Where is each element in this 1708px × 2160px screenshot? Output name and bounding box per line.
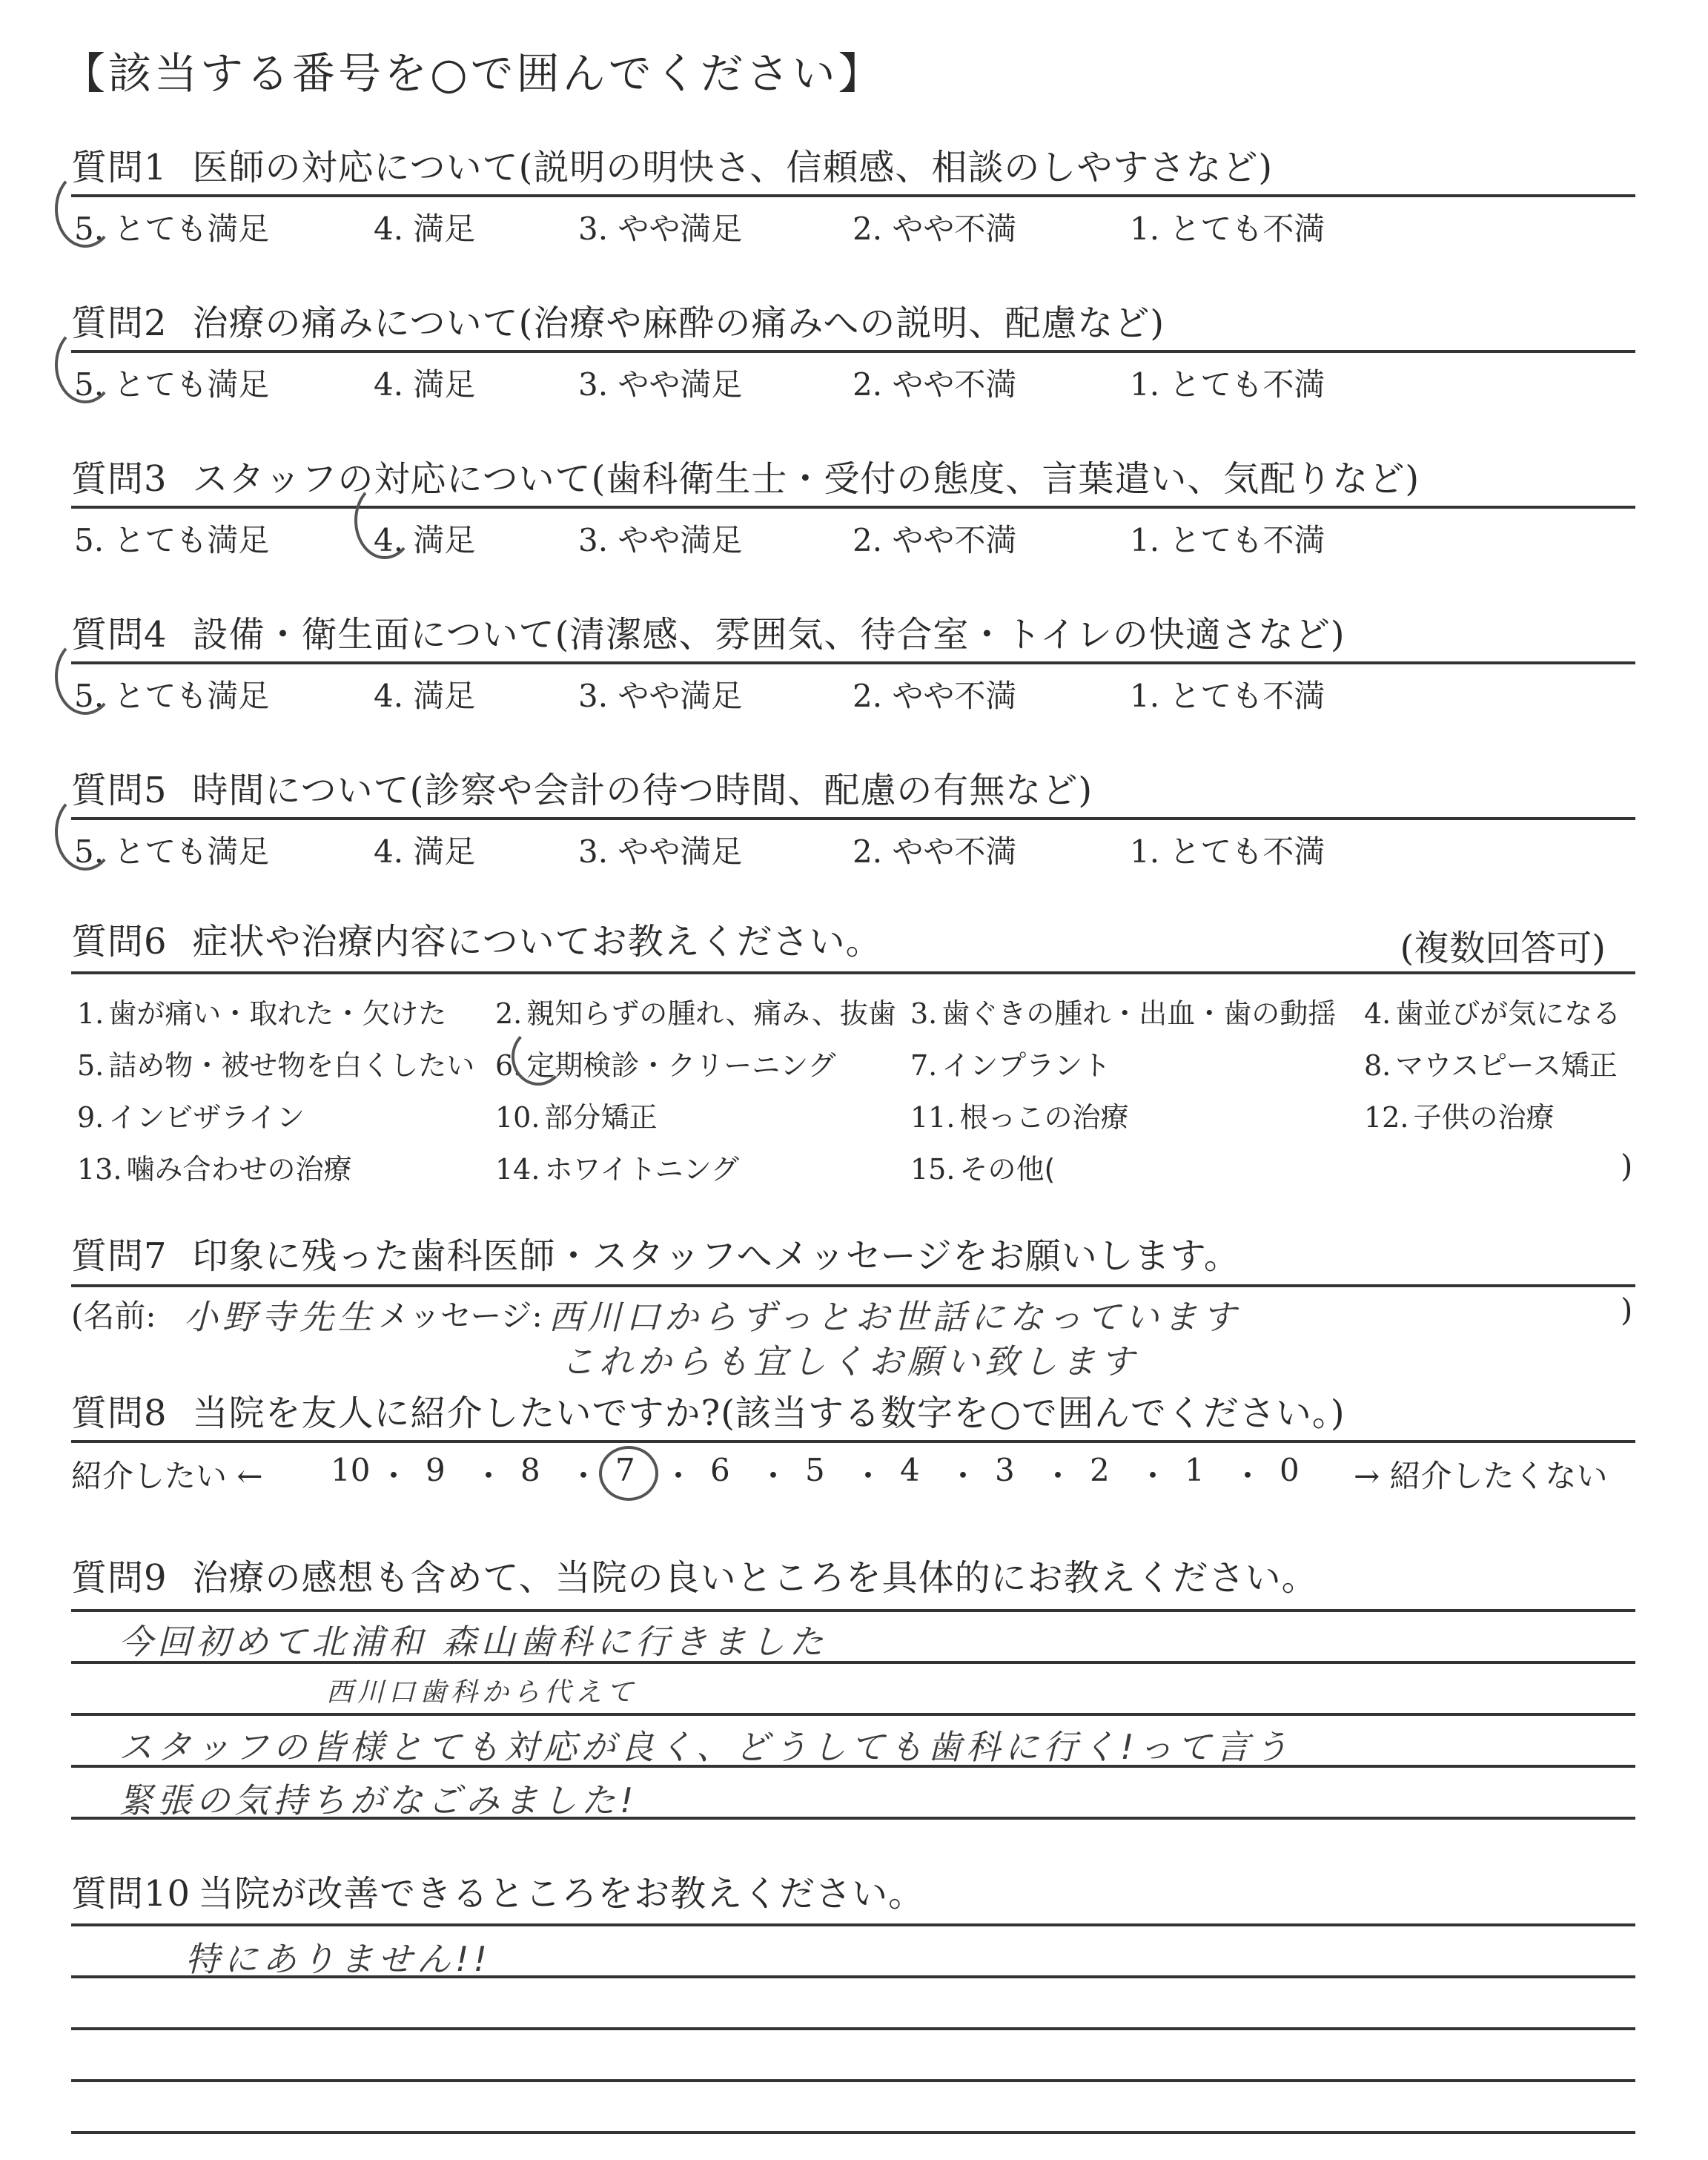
scale-value[interactable]: 5 [805, 1452, 825, 1488]
question-text: 当院が改善できるところをお教えください。 [198, 1873, 925, 1915]
question-9 [71, 1556, 1635, 1600]
rule-line [71, 1284, 1635, 1287]
option-label: 歯ぐきの腫れ・出血・歯の動揺 [941, 997, 1337, 1030]
option-number: 12. [1364, 1101, 1409, 1134]
option-label: 部分矯正 [544, 1101, 658, 1134]
scale-separator: ・ [1232, 1458, 1264, 1494]
rating-option[interactable]: 2. やや不満 [853, 211, 1017, 247]
rating-option[interactable]: 3. やや満足 [578, 366, 743, 403]
multiple-answer-note: (複数回答可) [1400, 928, 1606, 969]
message-line-2: これからも宜しくお願い致します [560, 1341, 1139, 1381]
question-text: 医師の対応について(説明の明快さ、信頼感、相談のしやすさなど) [192, 147, 1274, 188]
hand-circle-mark [599, 1446, 658, 1501]
question-number: 質問6 [71, 921, 168, 962]
answer-line-1: 今回初めて北浦和 森山歯科に行きました [119, 1622, 828, 1662]
option-label: 歯並びが気になる [1395, 997, 1621, 1030]
scale-value[interactable]: 7 [615, 1452, 635, 1488]
scale-right-label: → 紹介したくない [1354, 1458, 1608, 1494]
option-label: 子供の治療 [1413, 1101, 1555, 1134]
symptom-option[interactable] [495, 1146, 739, 1187]
scale-separator: ・ [378, 1458, 410, 1494]
symptom-option[interactable] [495, 991, 896, 1031]
scale-value[interactable]: 0 [1280, 1452, 1300, 1488]
hand-circle-mark [55, 171, 116, 248]
rating-option[interactable]: 5. とても満足 [74, 522, 270, 558]
option-label: 歯が痛い・取れた・欠けた [108, 997, 447, 1030]
question-8 [71, 1391, 1635, 1436]
option-number: 4. [1364, 997, 1391, 1030]
question-text: 時間について(診察や会計の待つ時間、配慮の有無など) [192, 770, 1093, 811]
symptom-option[interactable] [1364, 991, 1621, 1031]
rule-line [71, 817, 1635, 820]
option-number: 10. [495, 1101, 540, 1134]
rating-option[interactable]: 2. やや不満 [853, 366, 1017, 403]
option-number: 15. [910, 1153, 956, 1186]
close-paren: ) [1621, 1292, 1633, 1328]
question-text: 治療の痛みについて(治療や麻酔の痛みへの説明、配慮など) [192, 303, 1165, 344]
rating-option[interactable]: 1. とても不満 [1130, 211, 1325, 247]
symptom-option[interactable] [77, 1146, 351, 1187]
rating-option[interactable]: 5. とても満足 [74, 366, 270, 403]
symptom-option[interactable] [77, 1043, 474, 1083]
question-number: 質問8 [71, 1393, 168, 1434]
answer-line-2: スタッフの皆様とても対応が良く、どうしても歯科に行く!って言う [119, 1727, 1293, 1767]
message-label: メッセージ: [378, 1298, 543, 1334]
option-number: 1. [77, 997, 105, 1030]
rating-option[interactable]: 2. やや不満 [853, 833, 1017, 870]
rating-option[interactable]: 4. 満足 [374, 522, 476, 558]
question-7 [71, 1234, 1635, 1278]
option-label: インプラント [941, 1049, 1111, 1082]
question-number: 質問4 [71, 614, 168, 655]
name-label: (名前: [71, 1298, 156, 1334]
scale-value[interactable]: 10 [331, 1452, 371, 1488]
scale-separator: ・ [758, 1458, 790, 1494]
question-number: 質問10 [71, 1873, 191, 1915]
rule-line [71, 350, 1635, 353]
question-3 [71, 457, 1635, 501]
rating-option[interactable]: 1. とても不満 [1130, 522, 1325, 558]
question-10 [71, 1872, 1635, 1916]
question-text: 症状や治療内容についてお教えください。 [192, 921, 882, 962]
close-paren: ) [1621, 1148, 1633, 1184]
scale-separator: ・ [853, 1458, 884, 1494]
option-label: マウスピース矯正 [1395, 1049, 1618, 1082]
question-text: スタッフの対応について(歯科衛生士・受付の態度、言葉遣い、気配りなど) [192, 458, 1420, 500]
question-text: 当院を友人に紹介したいですか?(該当する数字を○で囲んでください。) [192, 1393, 1345, 1434]
option-number: 6. [495, 1049, 523, 1082]
rating-option[interactable]: 3. やや満足 [578, 211, 743, 247]
symptom-option[interactable] [910, 1146, 1055, 1187]
rating-option[interactable]: 5. とても満足 [74, 211, 270, 247]
question-number: 質問7 [71, 1235, 168, 1277]
scale-separator: ・ [663, 1458, 695, 1494]
rule-line [71, 2027, 1635, 2030]
rating-option[interactable]: 4. 満足 [374, 833, 476, 870]
option-number: 9. [77, 1101, 105, 1134]
scale-value[interactable]: 4 [900, 1452, 920, 1488]
option-number: 11. [910, 1101, 956, 1134]
hand-circle-mark [512, 1028, 565, 1086]
symptom-option[interactable] [77, 1094, 305, 1135]
option-number: 3. [910, 997, 938, 1030]
option-label: 根っこの治療 [959, 1101, 1129, 1134]
symptom-option[interactable] [1364, 1043, 1618, 1083]
rating-option[interactable]: 3. やや満足 [578, 678, 743, 714]
question-text: 治療の感想も含めて、当院の良いところを具体的にお教えください。 [192, 1557, 1318, 1599]
rule-line [71, 661, 1635, 664]
scale-value[interactable]: 2 [1090, 1452, 1110, 1488]
question-6 [71, 919, 1635, 969]
hand-circle-mark [354, 482, 415, 559]
rating-option[interactable]: 3. やや満足 [578, 522, 743, 558]
rating-option[interactable]: 1. とても不満 [1130, 678, 1325, 714]
scale-value[interactable]: 3 [995, 1452, 1015, 1488]
rating-option[interactable]: 2. やや不満 [853, 522, 1017, 558]
answer-insert: 西川口歯科から代えて [326, 1677, 638, 1708]
rating-option[interactable]: 5. とても満足 [74, 833, 270, 870]
rating-option[interactable]: 4. 満足 [374, 366, 476, 403]
symptom-option[interactable] [1364, 1094, 1554, 1135]
page-title: 【該当する番号を○で囲んでください】 [62, 48, 884, 99]
question-5 [71, 768, 1635, 813]
option-label: 定期検診・クリーニング [526, 1049, 836, 1082]
option-number: 14. [495, 1153, 540, 1186]
hand-circle-mark [55, 638, 116, 715]
scale-separator: ・ [1042, 1458, 1074, 1494]
option-number: 7. [910, 1049, 938, 1082]
option-label: 親知らずの腫れ、痛み、抜歯 [526, 997, 896, 1030]
symptom-option[interactable] [910, 1094, 1128, 1135]
answer-line-3: 緊張の気持ちがなごみました! [119, 1780, 638, 1820]
option-label: その他( [959, 1153, 1056, 1186]
question-1 [71, 145, 1635, 190]
rule-line [71, 2131, 1635, 2134]
option-number: 5. [77, 1049, 105, 1082]
rating-option[interactable]: 2. やや不満 [853, 678, 1017, 714]
rule-line [71, 2079, 1635, 2082]
scale-separator: ・ [473, 1458, 505, 1494]
symptom-option[interactable] [910, 1043, 1110, 1083]
question-number: 質問1 [71, 147, 168, 188]
question-number: 質問2 [71, 303, 168, 344]
question-text: 印象に残った歯科医師・スタッフへメッセージをお願いします。 [192, 1235, 1240, 1277]
question-2 [71, 301, 1635, 346]
scale-separator: ・ [1137, 1458, 1169, 1494]
scale-separator: ・ [568, 1458, 600, 1494]
message-line-1: 西川口からずっとお世話になっています [549, 1297, 1241, 1337]
scale-left-label: 紹介したい ← [71, 1458, 263, 1494]
rule-line [71, 971, 1635, 974]
option-number: 13. [77, 1153, 122, 1186]
symptom-option[interactable] [77, 991, 446, 1031]
symptom-option[interactable] [495, 1094, 657, 1135]
option-label: ホワイトニング [544, 1153, 740, 1186]
option-label: 噛み合わせの治療 [126, 1153, 352, 1186]
question-number: 質問9 [71, 1557, 168, 1599]
question-text: 設備・衛生面について(清潔感、雰囲気、待合室・トイレの快適さなど) [192, 614, 1345, 655]
rule-line [71, 1440, 1635, 1443]
rating-option[interactable]: 1. とても不満 [1130, 833, 1325, 870]
scale-value[interactable]: 1 [1185, 1452, 1205, 1488]
rule-line [71, 194, 1635, 197]
staff-name: 小野寺先生 [184, 1297, 377, 1337]
improvement-answer: 特にありません!! [185, 1939, 491, 1979]
scale-value[interactable]: 6 [710, 1452, 730, 1488]
option-number: 8. [1364, 1049, 1391, 1082]
option-label: 詰め物・被せ物を白くしたい [108, 1049, 475, 1082]
scale-separator: ・ [947, 1458, 979, 1494]
rule-line [71, 1923, 1635, 1926]
question-4 [71, 612, 1635, 657]
question-number: 質問3 [71, 458, 168, 500]
rating-option[interactable]: 5. とても満足 [74, 678, 270, 714]
question-number: 質問5 [71, 770, 168, 811]
option-label: インビザライン [108, 1101, 305, 1134]
rating-option[interactable]: 4. 満足 [374, 211, 476, 247]
hand-circle-mark [55, 793, 116, 871]
rule-line [71, 1609, 1635, 1612]
hand-circle-mark [55, 326, 116, 403]
rating-option[interactable]: 1. とても不満 [1130, 366, 1325, 403]
rule-line [71, 1713, 1635, 1716]
scale-value[interactable]: 9 [426, 1452, 446, 1488]
scale-value[interactable]: 8 [520, 1452, 540, 1488]
symptom-option[interactable] [910, 991, 1336, 1031]
rule-line [71, 506, 1635, 509]
rating-option[interactable]: 4. 満足 [374, 678, 476, 714]
rating-option[interactable]: 3. やや満足 [578, 833, 743, 870]
option-number: 2. [495, 997, 523, 1030]
